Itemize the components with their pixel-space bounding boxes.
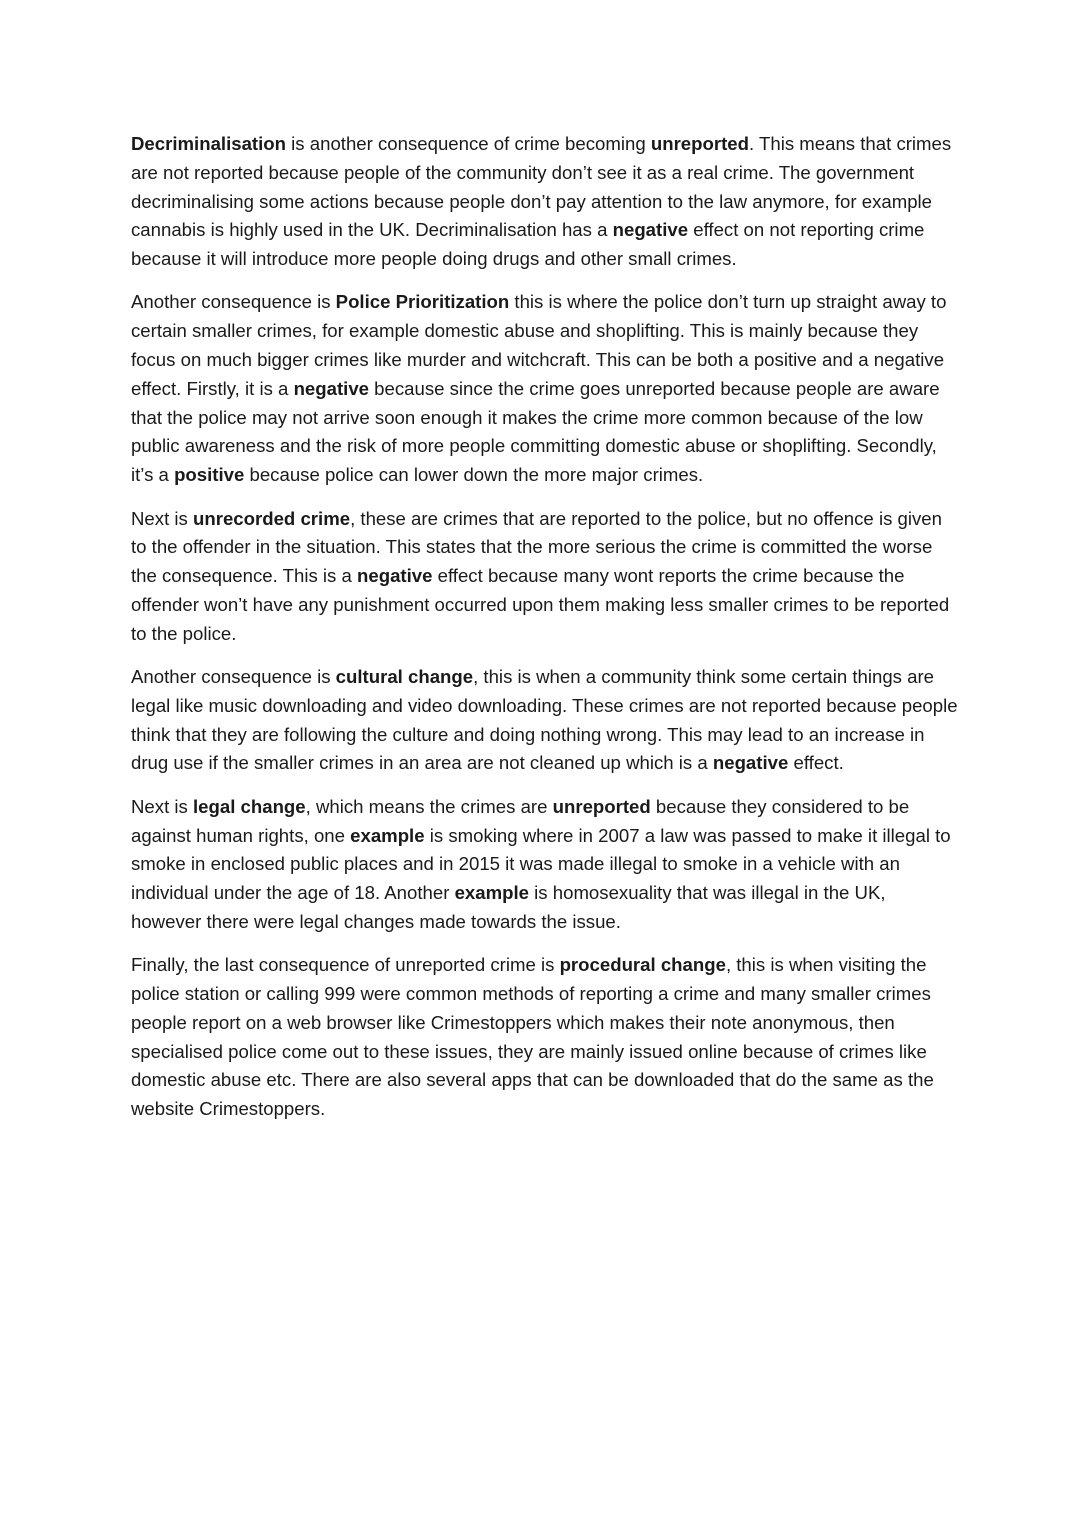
bold-term: Decriminalisation (131, 133, 286, 154)
text-run: because police can lower down the more major crimes. (244, 464, 704, 486)
text-run: , these are crimes that are reported to the police, but no offence is given to the offender in the situation. This states that the more serious the crime is committed the worse the consequence. This is a (131, 507, 942, 587)
text-run: Next is (131, 795, 193, 817)
text-run: is smoking where in 2007 a law was passed to make it illegal to smoke in enclosed public places and in 2015 it was made illegal to smoke in a vehicle with an individual under the age of 18. Another (131, 824, 951, 904)
bold-term: unrecorded crime (193, 507, 351, 529)
paragraph-procedural-change (131, 951, 960, 1124)
text-run: Finally, the last consequence of unreported crime is (131, 954, 560, 976)
text-run: effect because many wont reports the crime because the offender won’t have any punishment occurred upon them making less smaller crimes to be reported to the police. (131, 565, 950, 644)
bold-term: example (454, 882, 529, 904)
text-run: Another consequence is (131, 291, 336, 313)
text-run: Another consequence is (131, 666, 336, 688)
text-run: , this is when a community think some certain things are legal like music downloading and video downloading. These crimes are not reported because people think that they are following the culture and doing nothing wrong. This may lead to an increase in drug use if the smaller crimes in an area are not cleaned up which is a (131, 666, 958, 774)
bold-term: negative (357, 565, 433, 587)
paragraph-police-prioritization (131, 288, 960, 490)
bold-term: negative (612, 219, 689, 241)
bold-term: negative (712, 752, 789, 774)
text-run: effect. (788, 752, 844, 774)
text-run: because they considered to be against human rights, one (131, 795, 910, 846)
text-run: is another consequence of crime becoming (286, 133, 651, 154)
text-run: because since the crime goes unreported because people are aware that the police may not arrive soon enough it makes the crime more common because of the low public awareness and the risk of more people committing domestic abuse or shoplifting. Secondly, it’s a (131, 377, 940, 486)
bold-term: positive (174, 464, 245, 486)
text-run: , which means the crimes are (305, 795, 553, 817)
paragraph-unrecorded-crime (131, 505, 960, 649)
bold-term: example (350, 824, 425, 846)
text-run: Next is (131, 507, 193, 529)
text-run: , this is when visiting the police station or calling 999 were common methods of reporting a crime and many smaller crimes people report on a web browser like Crimestoppers which makes their note anonymous, then specialised police come out to these issues, they are mainly issued online because of crimes like domestic abuse etc. There are also several apps that can be downloaded that do the same as the website Crimestoppers. (131, 954, 934, 1120)
bold-term: unreported (552, 795, 651, 817)
text-run: . This means that crimes are not reported because people of the community don’t see it as a real crime. The government decriminalising some actions because people don’t pay attention to the law anymore, for example cannabis is highly used in the UK. Decriminalisation has a (131, 133, 952, 241)
bold-term: negative (293, 377, 369, 399)
text-run: this is where the police don’t turn up straight away to certain smaller crimes, for example domestic abuse and shoplifting. This is mainly because they focus on much bigger crimes like murder and witchcraft. This can be both a positive and a negative effect. Firstly, it is a (131, 291, 947, 399)
text-run: effect on not reporting crime because it will introduce more people doing drugs and other small crimes. (131, 219, 925, 270)
paragraph-cultural-change (131, 663, 960, 778)
bold-term: Police Prioritization (335, 291, 510, 313)
paragraph-legal-change (131, 793, 960, 937)
bold-term: cultural change (335, 666, 474, 688)
text-run: is homosexuality that was illegal in the UK, however there were legal changes made towards the issue. (131, 882, 886, 932)
paragraph-decriminalisation (131, 130, 960, 274)
bold-term: procedural change (559, 954, 726, 976)
bold-term: legal change (193, 795, 306, 817)
bold-term: unreported (650, 133, 749, 154)
